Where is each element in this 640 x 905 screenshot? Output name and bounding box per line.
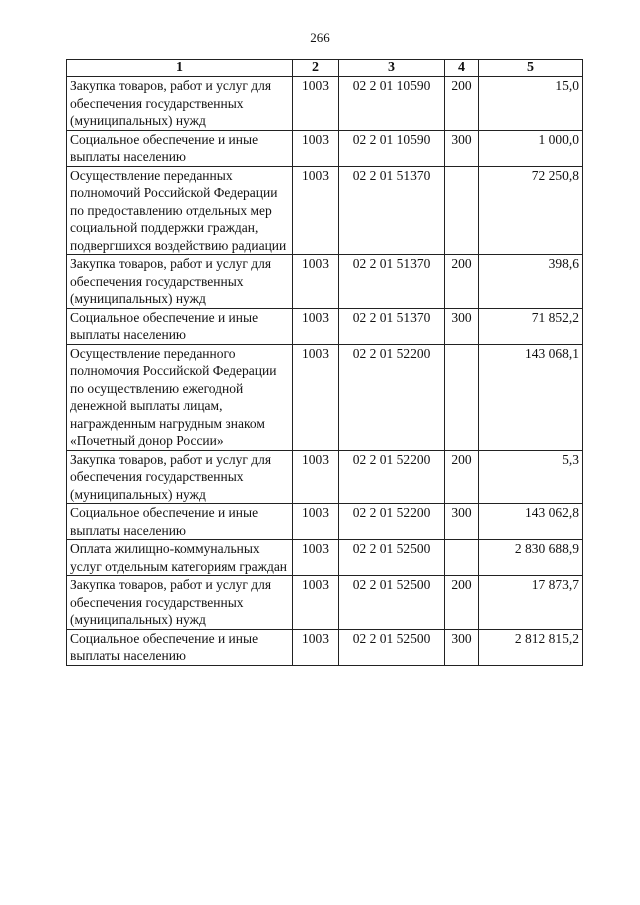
expense-name-cell: Социальное обеспечение и иные выплаты населению — [67, 130, 293, 166]
section-code-cell: 1003 — [293, 450, 339, 504]
amount-cell: 143 068,1 — [479, 344, 583, 450]
expense-name-cell: Осуществление переданных полномочий Российской Федерации по предоставлению отдельных мер социальной поддержки граждан, подвергшихся воздействию радиации — [67, 166, 293, 255]
amount-cell: 71 852,2 — [479, 308, 583, 344]
target-item-cell: 02 2 01 10590 — [339, 77, 445, 131]
section-code-cell: 1003 — [293, 308, 339, 344]
expense-name-cell: Закупка товаров, работ и услуг для обеспечения государственных (муниципальных) нужд — [67, 77, 293, 131]
expense-name-cell: Закупка товаров, работ и услуг для обеспечения государственных (муниципальных) нужд — [67, 255, 293, 309]
table-row — [67, 450, 583, 504]
table-row — [67, 540, 583, 576]
target-item-cell: 02 2 01 51370 — [339, 255, 445, 309]
column-header-3: 3 — [339, 60, 445, 77]
amount-cell: 143 062,8 — [479, 504, 583, 540]
table-header-row — [67, 60, 583, 77]
target-item-cell: 02 2 01 52200 — [339, 344, 445, 450]
table-row — [67, 576, 583, 630]
expense-type-cell: 200 — [445, 255, 479, 309]
expense-name-cell: Осуществление переданного полномочия Российской Федерации по осуществлению ежегодной денежной выплаты лицам, награжденным нагрудным знаком «Почетный донор России» — [67, 344, 293, 450]
target-item-cell: 02 2 01 52500 — [339, 576, 445, 630]
amount-cell: 398,6 — [479, 255, 583, 309]
expense-name-cell: Социальное обеспечение и иные выплаты населению — [67, 504, 293, 540]
expense-type-cell: 300 — [445, 504, 479, 540]
expense-type-cell — [445, 540, 479, 576]
section-code-cell: 1003 — [293, 540, 339, 576]
budget-table — [66, 59, 583, 666]
table-row — [67, 77, 583, 131]
table-row — [67, 504, 583, 540]
section-code-cell: 1003 — [293, 629, 339, 665]
amount-cell: 5,3 — [479, 450, 583, 504]
section-code-cell: 1003 — [293, 504, 339, 540]
target-item-cell: 02 2 01 52200 — [339, 504, 445, 540]
column-header-2: 2 — [293, 60, 339, 77]
expense-name-cell: Закупка товаров, работ и услуг для обеспечения государственных (муниципальных) нужд — [67, 576, 293, 630]
target-item-cell: 02 2 01 52500 — [339, 629, 445, 665]
table-body — [67, 77, 583, 666]
expense-type-cell: 200 — [445, 77, 479, 131]
table-row — [67, 629, 583, 665]
column-header-4: 4 — [445, 60, 479, 77]
amount-cell: 1 000,0 — [479, 130, 583, 166]
target-item-cell: 02 2 01 52200 — [339, 450, 445, 504]
section-code-cell: 1003 — [293, 255, 339, 309]
table-row — [67, 308, 583, 344]
expense-name-cell: Социальное обеспечение и иные выплаты населению — [67, 308, 293, 344]
target-item-cell: 02 2 01 10590 — [339, 130, 445, 166]
page-number: 266 — [310, 30, 330, 45]
target-item-cell: 02 2 01 52500 — [339, 540, 445, 576]
amount-cell: 2 830 688,9 — [479, 540, 583, 576]
expense-name-cell: Закупка товаров, работ и услуг для обеспечения государственных (муниципальных) нужд — [67, 450, 293, 504]
expense-type-cell: 300 — [445, 308, 479, 344]
expense-type-cell — [445, 344, 479, 450]
table-row — [67, 166, 583, 255]
target-item-cell: 02 2 01 51370 — [339, 166, 445, 255]
table-row — [67, 130, 583, 166]
section-code-cell: 1003 — [293, 130, 339, 166]
expense-type-cell: 200 — [445, 576, 479, 630]
table-row — [67, 255, 583, 309]
expense-type-cell: 300 — [445, 629, 479, 665]
target-item-cell: 02 2 01 51370 — [339, 308, 445, 344]
section-code-cell: 1003 — [293, 576, 339, 630]
expense-type-cell — [445, 166, 479, 255]
expense-type-cell: 200 — [445, 450, 479, 504]
table-row — [67, 344, 583, 450]
expense-type-cell: 300 — [445, 130, 479, 166]
amount-cell: 15,0 — [479, 77, 583, 131]
expense-name-cell: Социальное обеспечение и иные выплаты населению — [67, 629, 293, 665]
amount-cell: 72 250,8 — [479, 166, 583, 255]
column-header-5: 5 — [479, 60, 583, 77]
section-code-cell: 1003 — [293, 77, 339, 131]
column-header-1: 1 — [67, 60, 293, 77]
expense-name-cell: Оплата жилищно-коммунальных услуг отдельным категориям граждан — [67, 540, 293, 576]
section-code-cell: 1003 — [293, 344, 339, 450]
amount-cell: 2 812 815,2 — [479, 629, 583, 665]
amount-cell: 17 873,7 — [479, 576, 583, 630]
section-code-cell: 1003 — [293, 166, 339, 255]
